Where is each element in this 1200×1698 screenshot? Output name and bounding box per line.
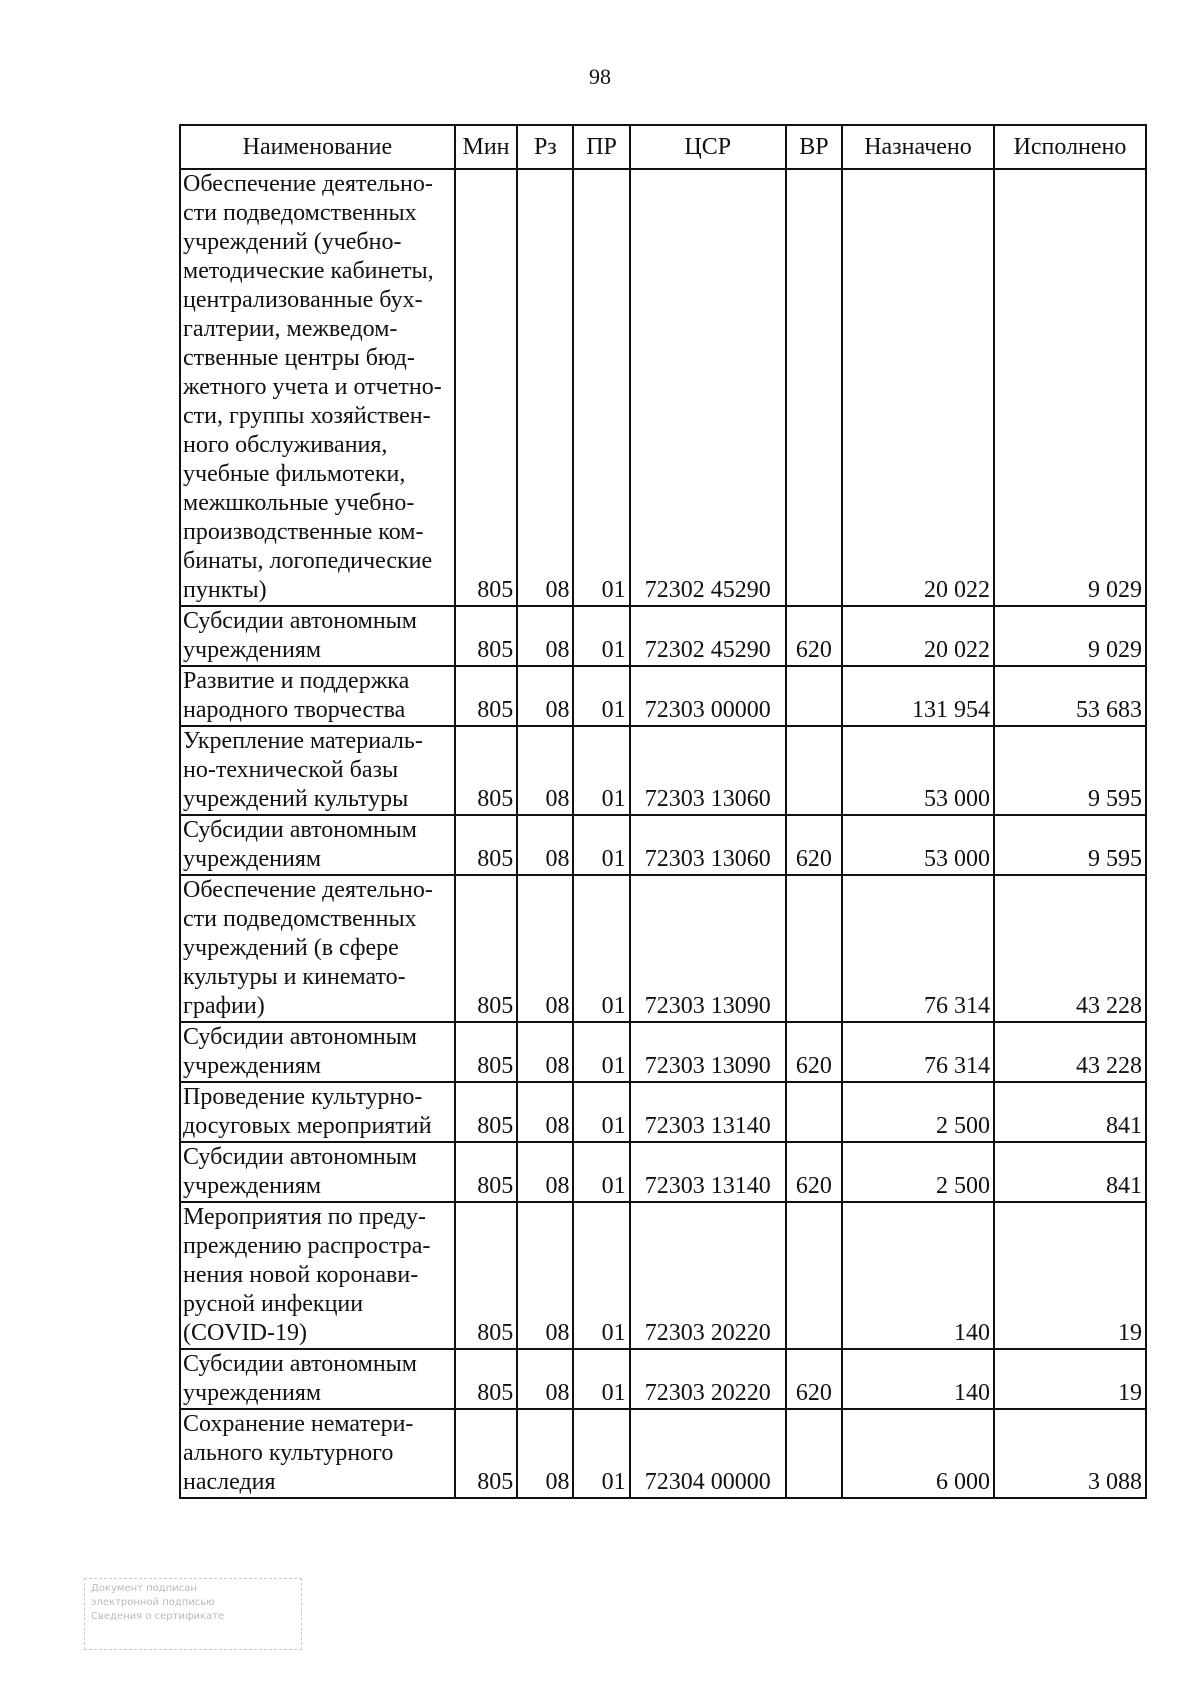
cell-vr bbox=[786, 1202, 842, 1349]
cell-min: 805 bbox=[455, 169, 517, 606]
cell-executed: 19 bbox=[994, 1349, 1146, 1409]
cell-pr: 01 bbox=[573, 1142, 629, 1202]
table-row bbox=[180, 606, 1146, 666]
cell-csr: 72303 13060 bbox=[630, 726, 786, 815]
cell-csr: 72303 00000 bbox=[630, 666, 786, 726]
column-header-name: Наименование bbox=[180, 125, 455, 169]
cell-vr bbox=[786, 666, 842, 726]
table-row bbox=[180, 1409, 1146, 1498]
table-row bbox=[180, 1082, 1146, 1142]
cell-rz: 08 bbox=[517, 1082, 573, 1142]
cell-pr: 01 bbox=[573, 875, 629, 1022]
cell-min: 805 bbox=[455, 1349, 517, 1409]
cell-pr: 01 bbox=[573, 169, 629, 606]
cell-min: 805 bbox=[455, 1409, 517, 1498]
cell-csr: 72302 45290 bbox=[630, 606, 786, 666]
cell-min: 805 bbox=[455, 1022, 517, 1082]
cell-executed: 841 bbox=[994, 1082, 1146, 1142]
cell-csr: 72303 13090 bbox=[630, 875, 786, 1022]
cell-rz: 08 bbox=[517, 169, 573, 606]
cell-pr: 01 bbox=[573, 666, 629, 726]
table-header-row bbox=[180, 125, 1146, 169]
cell-name: Субсидии автономным учреждениям bbox=[180, 1349, 455, 1409]
table-row bbox=[180, 726, 1146, 815]
signature-stamp: Документ подписан электронной подписью Сведения о сертификате bbox=[84, 1578, 302, 1650]
table-row bbox=[180, 875, 1146, 1022]
cell-min: 805 bbox=[455, 726, 517, 815]
cell-name: Развитие и поддержка народного творчества bbox=[180, 666, 455, 726]
column-header-rz: Рз bbox=[517, 125, 573, 169]
cell-min: 805 bbox=[455, 606, 517, 666]
cell-rz: 08 bbox=[517, 666, 573, 726]
cell-csr: 72302 45290 bbox=[630, 169, 786, 606]
cell-vr bbox=[786, 726, 842, 815]
column-header-executed: Исполнено bbox=[994, 125, 1146, 169]
cell-assigned: 131 954 bbox=[842, 666, 994, 726]
cell-name: Субсидии автономным учреждениям bbox=[180, 1022, 455, 1082]
cell-name: Субсидии автономным учреждениям bbox=[180, 1142, 455, 1202]
cell-name: Проведение культурно- досуговых мероприятий bbox=[180, 1082, 455, 1142]
cell-executed: 9 029 bbox=[994, 169, 1146, 606]
cell-assigned: 53 000 bbox=[842, 726, 994, 815]
cell-assigned: 53 000 bbox=[842, 815, 994, 875]
cell-assigned: 20 022 bbox=[842, 606, 994, 666]
cell-name: Субсидии автономным учреждениям bbox=[180, 815, 455, 875]
cell-executed: 9 595 bbox=[994, 726, 1146, 815]
cell-executed: 53 683 bbox=[994, 666, 1146, 726]
cell-executed: 43 228 bbox=[994, 875, 1146, 1022]
cell-pr: 01 bbox=[573, 815, 629, 875]
cell-csr: 72303 20220 bbox=[630, 1202, 786, 1349]
cell-executed: 19 bbox=[994, 1202, 1146, 1349]
cell-assigned: 140 bbox=[842, 1349, 994, 1409]
cell-vr: 620 bbox=[786, 606, 842, 666]
column-header-pr: ПР bbox=[573, 125, 629, 169]
cell-rz: 08 bbox=[517, 606, 573, 666]
cell-assigned: 6 000 bbox=[842, 1409, 994, 1498]
cell-rz: 08 bbox=[517, 1142, 573, 1202]
table-row bbox=[180, 169, 1146, 606]
column-header-min: Мин bbox=[455, 125, 517, 169]
cell-vr bbox=[786, 1082, 842, 1142]
cell-min: 805 bbox=[455, 666, 517, 726]
table-row bbox=[180, 1022, 1146, 1082]
table-row bbox=[180, 666, 1146, 726]
cell-assigned: 2 500 bbox=[842, 1082, 994, 1142]
cell-name: Обеспечение деятельно- сти подведомственных учреждений (в сфере культуры и кинемато- графии) bbox=[180, 875, 455, 1022]
cell-vr: 620 bbox=[786, 1142, 842, 1202]
cell-pr: 01 bbox=[573, 1202, 629, 1349]
cell-csr: 72304 00000 bbox=[630, 1409, 786, 1498]
cell-pr: 01 bbox=[573, 726, 629, 815]
cell-pr: 01 bbox=[573, 1022, 629, 1082]
cell-assigned: 140 bbox=[842, 1202, 994, 1349]
cell-csr: 72303 13060 bbox=[630, 815, 786, 875]
cell-assigned: 20 022 bbox=[842, 169, 994, 606]
table-row bbox=[180, 1349, 1146, 1409]
table-body bbox=[180, 169, 1146, 1498]
cell-name: Укрепление материаль- но-технической базы учреждений культуры bbox=[180, 726, 455, 815]
cell-vr bbox=[786, 169, 842, 606]
cell-csr: 72303 20220 bbox=[630, 1349, 786, 1409]
cell-rz: 08 bbox=[517, 1409, 573, 1498]
cell-executed: 841 bbox=[994, 1142, 1146, 1202]
page-number: 98 bbox=[589, 64, 611, 89]
cell-name: Мероприятия по преду- преждению распростра- нения новой коронави- русной инфекции (COVID-19) bbox=[180, 1202, 455, 1349]
cell-executed: 43 228 bbox=[994, 1022, 1146, 1082]
cell-name: Сохранение нематери- ального культурного наследия bbox=[180, 1409, 455, 1498]
cell-min: 805 bbox=[455, 875, 517, 1022]
cell-pr: 01 bbox=[573, 606, 629, 666]
table-row bbox=[180, 1202, 1146, 1349]
cell-vr: 620 bbox=[786, 815, 842, 875]
cell-rz: 08 bbox=[517, 815, 573, 875]
cell-name: Субсидии автономным учреждениям bbox=[180, 606, 455, 666]
cell-vr bbox=[786, 1409, 842, 1498]
table-row bbox=[180, 815, 1146, 875]
cell-min: 805 bbox=[455, 815, 517, 875]
budget-table bbox=[179, 124, 1147, 1499]
cell-min: 805 bbox=[455, 1202, 517, 1349]
column-header-vr: ВР bbox=[786, 125, 842, 169]
cell-executed: 9 595 bbox=[994, 815, 1146, 875]
cell-rz: 08 bbox=[517, 726, 573, 815]
cell-assigned: 76 314 bbox=[842, 875, 994, 1022]
cell-rz: 08 bbox=[517, 1022, 573, 1082]
cell-rz: 08 bbox=[517, 875, 573, 1022]
cell-vr: 620 bbox=[786, 1349, 842, 1409]
cell-csr: 72303 13090 bbox=[630, 1022, 786, 1082]
column-header-assigned: Назначено bbox=[842, 125, 994, 169]
cell-executed: 3 088 bbox=[994, 1409, 1146, 1498]
cell-pr: 01 bbox=[573, 1409, 629, 1498]
cell-min: 805 bbox=[455, 1082, 517, 1142]
cell-rz: 08 bbox=[517, 1349, 573, 1409]
cell-rz: 08 bbox=[517, 1202, 573, 1349]
cell-name: Обеспечение деятельно- сти подведомственных учреждений (учебно- методические кабинеты, централизованные бух- галтерии, межведом- ственные центры бюд- жетного учета и отчетно- сти, группы хозяйствен- ного обслуживания, учебные фильмотеки, межшкольные учебно- производственные ком- бинаты, логопедические пункты) bbox=[180, 169, 455, 606]
table-row bbox=[180, 1142, 1146, 1202]
cell-pr: 01 bbox=[573, 1082, 629, 1142]
cell-assigned: 2 500 bbox=[842, 1142, 994, 1202]
cell-executed: 9 029 bbox=[994, 606, 1146, 666]
cell-assigned: 76 314 bbox=[842, 1022, 994, 1082]
cell-min: 805 bbox=[455, 1142, 517, 1202]
cell-pr: 01 bbox=[573, 1349, 629, 1409]
cell-vr bbox=[786, 875, 842, 1022]
cell-vr: 620 bbox=[786, 1022, 842, 1082]
cell-csr: 72303 13140 bbox=[630, 1142, 786, 1202]
column-header-csr: ЦСР bbox=[630, 125, 786, 169]
cell-csr: 72303 13140 bbox=[630, 1082, 786, 1142]
